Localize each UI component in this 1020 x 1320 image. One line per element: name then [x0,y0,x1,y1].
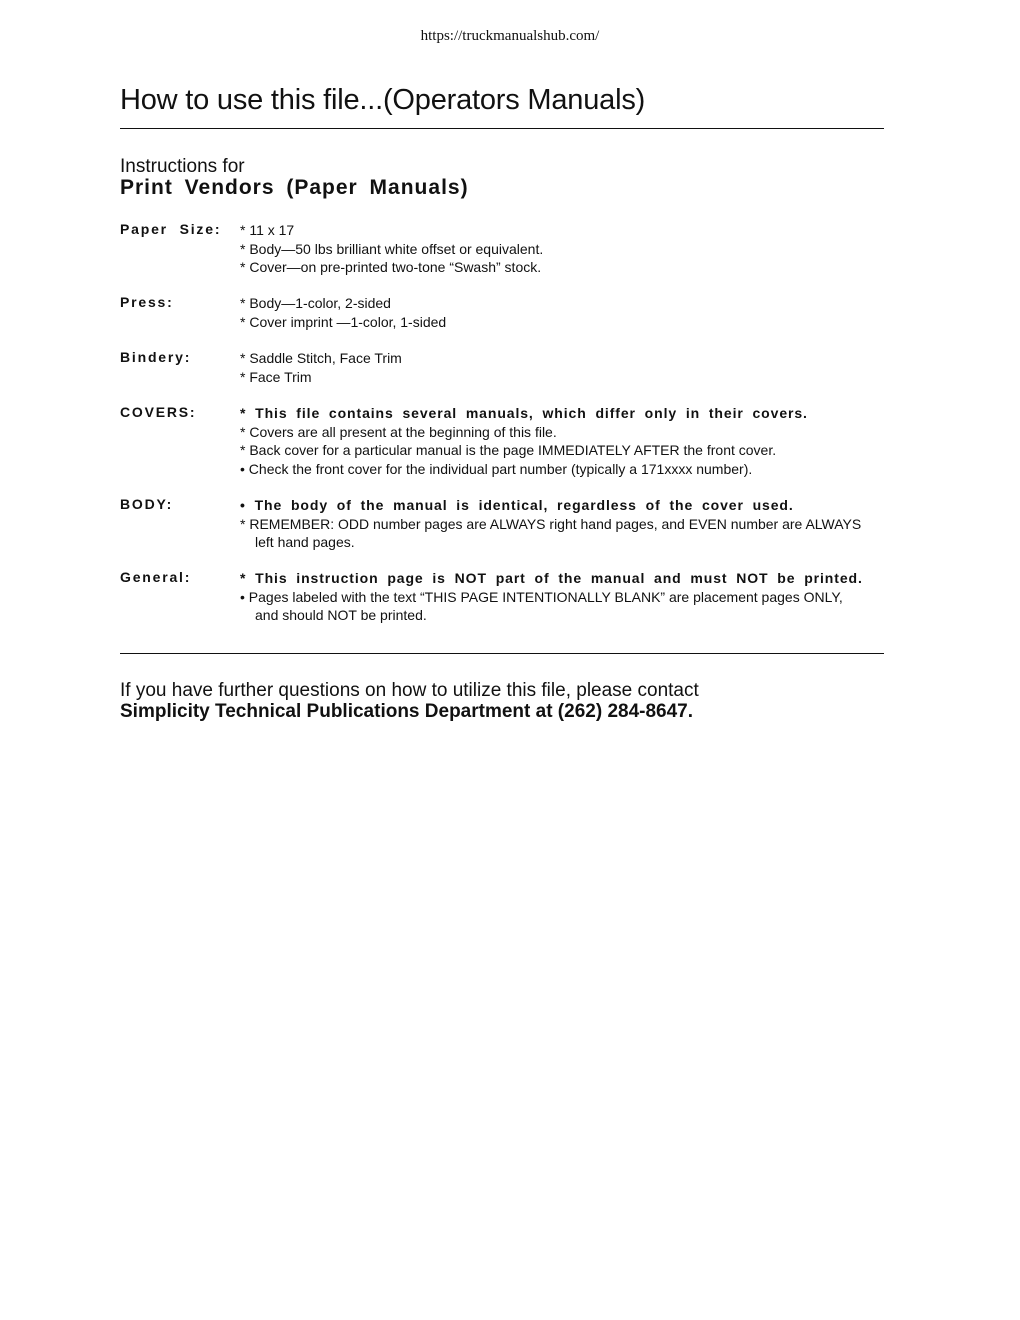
list-item: * Cover—on pre-printed two-tone “Swash” stock. [240,259,542,275]
section-lines [240,496,920,552]
list-item: * Face Trim [240,368,312,385]
section-lines [240,221,920,277]
section-lines [240,294,920,331]
list-item: * This instruction page is NOT part of the manual and must NOT be printed. [240,570,863,586]
list-item: * Body—1-color, 2-sided [240,295,391,311]
section-label: Press: [120,294,174,310]
intro-text: Instructions for [120,156,245,177]
section-label: Bindery: [120,349,192,365]
list-item-continuation: left hand pages. [255,534,355,550]
top-divider [120,128,884,129]
section-label: Paper Size: [120,221,222,237]
section-label: BODY: [120,496,174,512]
list-item: * Covers are all present at the beginning of this file. [240,423,557,440]
contact-intro: If you have further questions on how to utilize this file, please contact [120,680,699,701]
list-item: * Saddle Stitch, Face Trim [240,350,402,366]
list-item-continuation: and should NOT be printed. [255,607,427,623]
section-lines [240,349,920,386]
list-item: * 11 x 17 [240,222,295,238]
source-url: https://truckmanualshub.com/ [420,28,600,44]
page-title: How to use this file...(Operators Manuals) [120,84,646,116]
section-label: General: [120,569,192,585]
section-lines [240,569,920,625]
section-label: COVERS: [120,404,197,420]
section-lines [240,404,920,478]
list-item: * This file contains several manuals, which differ only in their covers. [240,405,808,421]
list-item: * Cover imprint —1-color, 1-sided [240,313,447,330]
bottom-divider [120,653,884,654]
list-item: * REMEMBER: ODD number pages are ALWAYS right hand pages, and EVEN number are ALWAYS [240,515,862,532]
list-item: * Back cover for a particular manual is the page IMMEDIATELY AFTER the front cover. [240,442,777,458]
list-item: * Body—50 lbs brilliant white offset or equivalent. [240,240,544,257]
list-item: • The body of the manual is identical, regardless of the cover used. [240,497,794,513]
contact-department: Simplicity Technical Publications Department at (262) 284-8647. [120,701,694,722]
list-item: • Pages labeled with the text “THIS PAGE INTENTIONALLY BLANK” are placement pages ONLY, [240,588,843,605]
list-item: • Check the front cover for the individual part number (typically a 171xxxx number). [240,460,753,477]
subtitle: Print Vendors (Paper Manuals) [120,176,469,199]
